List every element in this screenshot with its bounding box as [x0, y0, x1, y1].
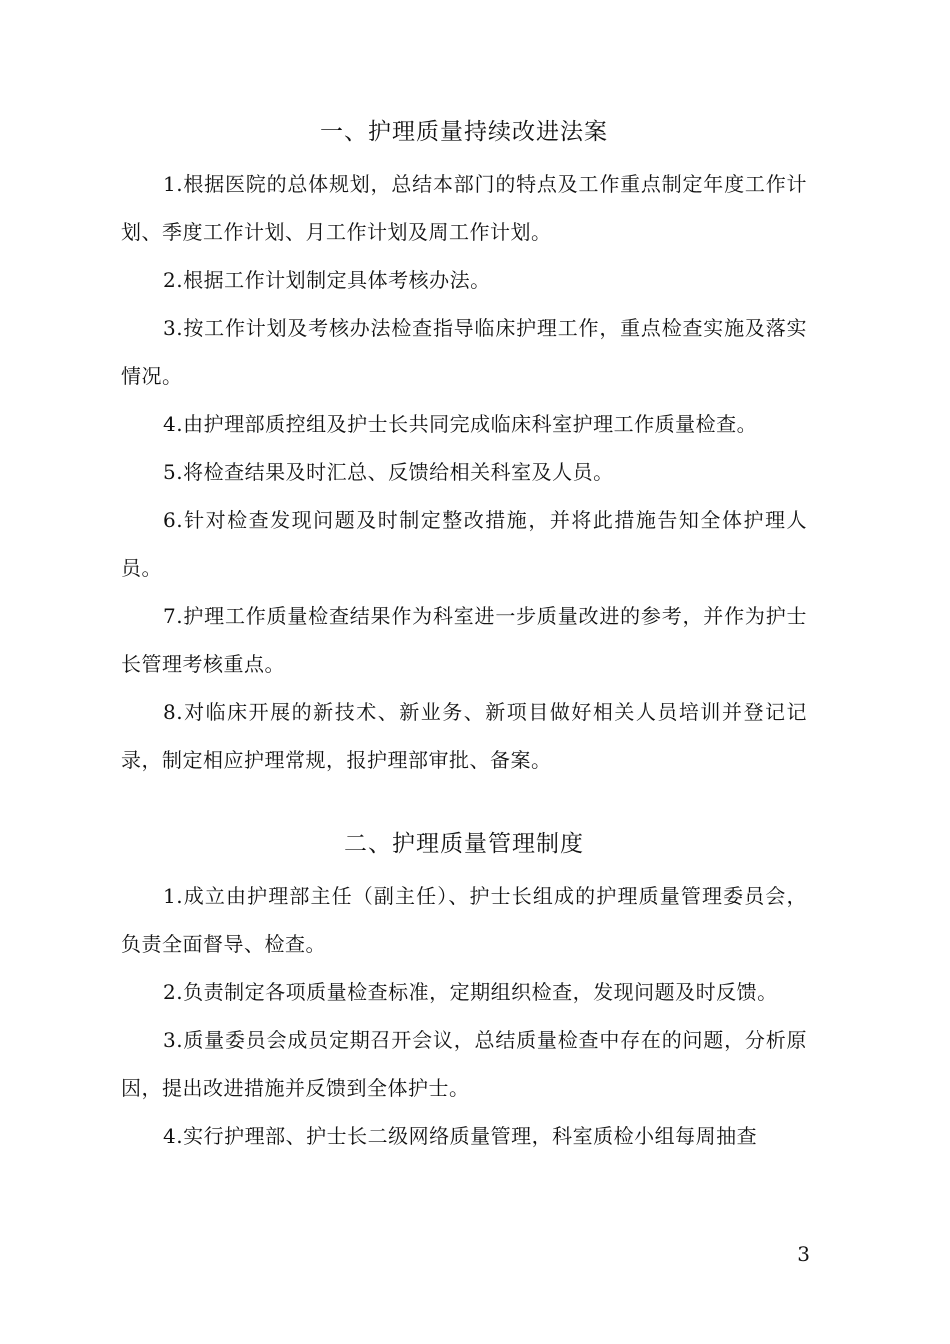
section-quality-improvement [121, 114, 807, 784]
section-quality-management [121, 826, 807, 1160]
paragraph: 1.根据医院的总体规划，总结本部门的特点及工作重点制定年度工作计划、季度工作计划、月工作计划及周工作计划。 [121, 172, 807, 244]
paragraph: 5.将检查结果及时汇总、反馈给相关科室及人员。 [163, 460, 614, 484]
paragraph: 1.成立由护理部主任（副主任）、护士长组成的护理质量管理委员会，负责全面督导、检查。 [121, 884, 807, 956]
paragraph: 4.由护理部质控组及护士长共同完成临床科室护理工作质量检查。 [163, 412, 758, 436]
paragraph: 8.对临床开展的新技术、新业务、新项目做好相关人员培训并登记记录，制定相应护理常规，报护理部审批、备案。 [121, 700, 807, 772]
page-number: 3 [797, 1242, 810, 1266]
paragraph: 6.针对检查发现问题及时制定整改措施，并将此措施告知全体护理人员。 [121, 508, 807, 580]
section-title: 二、护理质量管理制度 [344, 831, 584, 857]
paragraph: 3.按工作计划及考核办法检查指导临床护理工作，重点检查实施及落实情况。 [121, 316, 807, 388]
section-title: 一、护理质量持续改进法案 [320, 119, 608, 145]
paragraph: 3.质量委员会成员定期召开会议，总结质量检查中存在的问题，分析原因，提出改进措施并反馈到全体护士。 [121, 1028, 807, 1100]
paragraph: 2.负责制定各项质量检查标准，定期组织检查，发现问题及时反馈。 [163, 980, 778, 1004]
document-body [121, 114, 807, 1160]
paragraph: 7.护理工作质量检查结果作为科室进一步质量改进的参考，并作为护士长管理考核重点。 [121, 604, 807, 676]
paragraph: 4.实行护理部、护士长二级网络质量管理，科室质检小组每周抽查 [163, 1124, 758, 1148]
paragraph: 2.根据工作计划制定具体考核办法。 [163, 268, 491, 292]
